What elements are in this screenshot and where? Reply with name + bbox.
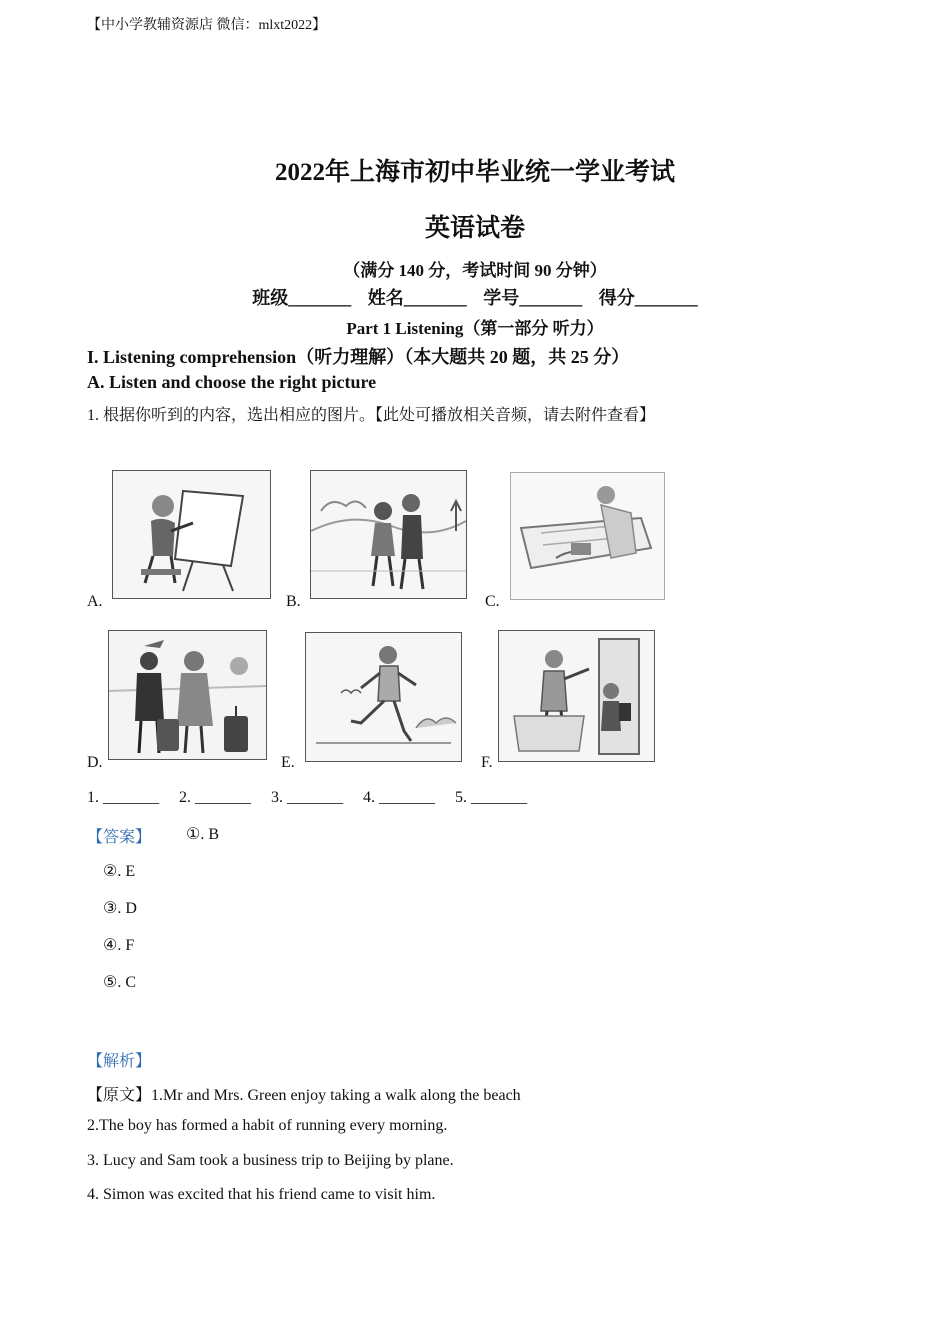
answer-item: ①. B <box>186 826 220 843</box>
section-heading: I. Listening comprehension（听力理解）（本大题共 20 题，共 25 分） <box>87 347 630 367</box>
answer-tag: 【答案】 <box>87 829 152 846</box>
sub-section-heading: A. Listen and choose the right picture <box>87 372 377 392</box>
transcript-line: 【原文】1.Mr and Mrs. Green enjoy taking a walk along the beach <box>87 1087 521 1104</box>
class-field: 班级_______ <box>252 288 352 308</box>
option-label-f: F. <box>481 754 493 771</box>
transcript-line: 3. Lucy and Sam took a business trip to Beijing by plane. <box>87 1152 454 1169</box>
answer-item: ⑤. C <box>103 974 137 991</box>
score-field: 得分_______ <box>598 288 698 308</box>
option-label-c: C. <box>485 593 500 610</box>
student-id-field: 学号_______ <box>483 288 583 308</box>
name-field: 姓名_______ <box>367 288 467 308</box>
answer-item: ③. D <box>103 900 137 917</box>
option-label-d: D. <box>87 754 103 771</box>
exam-scoring: （满分 140 分，考试时间 90 分钟） <box>343 261 607 280</box>
transcript-line: 4. Simon was excited that his friend came to visit him. <box>87 1186 436 1203</box>
header-note: 【中小学教辅资源店 微信：mlxt2022】 <box>87 18 327 33</box>
student-info-row <box>0 284 950 310</box>
exam-title: 2022年上海市初中毕业统一学业考试 <box>274 159 675 186</box>
transcript-line: 2.The boy has formed a habit of running every morning. <box>87 1117 448 1134</box>
picture-b-beach-walk <box>310 470 467 599</box>
option-label-e: E. <box>281 754 295 771</box>
part-heading: Part 1 Listening（第一部分 听力） <box>346 319 604 338</box>
answer-item: ②. E <box>103 863 136 880</box>
picture-a-painting <box>112 470 271 599</box>
answer-blanks: 1. _______ 2. _______ 3. _______ 4. _______ 5. _______ <box>87 789 527 806</box>
answer-item: ④. F <box>103 937 135 954</box>
picture-d-travelers <box>108 630 267 760</box>
question-text: 1. 根据你听到的内容，选出相应的图片。【此处可播放相关音频，请去附件查看】 <box>87 407 656 424</box>
analysis-tag: 【解析】 <box>87 1053 152 1070</box>
exam-subtitle: 英语试卷 <box>424 215 525 242</box>
picture-f-visit <box>498 630 655 762</box>
picture-c-plane-trip <box>510 472 665 600</box>
option-label-a: A. <box>87 593 103 610</box>
option-label-b: B. <box>286 593 301 610</box>
picture-e-running-boy <box>305 632 462 762</box>
